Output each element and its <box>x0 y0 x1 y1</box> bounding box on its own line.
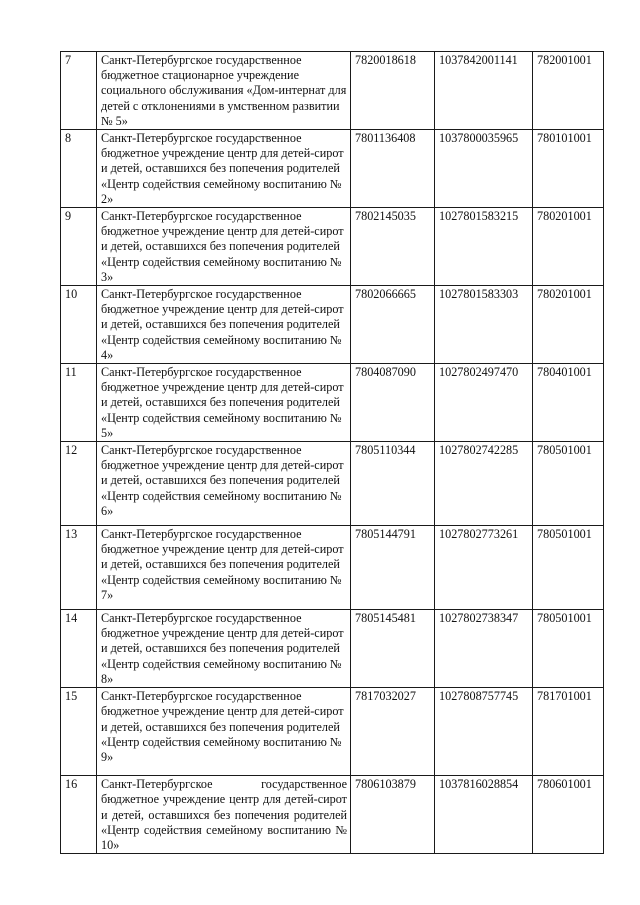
inn-value: 7804087090 <box>351 364 435 442</box>
row-number: 8 <box>61 130 97 208</box>
table-row <box>61 526 604 610</box>
inn-value: 7820018618 <box>351 52 435 130</box>
ogrn-value: 1027801583303 <box>435 286 533 364</box>
institution-name: Санкт-Петербургское государственное бюджетное учреждение центр для детей-сирот и детей, оставшихся без попечения родителей «Центр содействия семейному воспитанию № 7» <box>97 526 351 610</box>
institution-name: Санкт-Петербургское государственное бюджетное учреждение центр для детей-сирот и детей, оставшихся без попечения родителей «Центр содействия семейному воспитанию № 10» <box>97 776 351 854</box>
inn-value: 7817032027 <box>351 688 435 776</box>
table-row <box>61 52 604 130</box>
document-page <box>60 51 603 854</box>
table-row <box>61 442 604 526</box>
row-number: 15 <box>61 688 97 776</box>
kpp-value: 780101001 <box>533 130 604 208</box>
kpp-value: 780501001 <box>533 442 604 526</box>
ogrn-value: 1037816028854 <box>435 776 533 854</box>
ogrn-value: 1027802742285 <box>435 442 533 526</box>
ogrn-value: 1027802738347 <box>435 610 533 688</box>
inn-value: 7806103879 <box>351 776 435 854</box>
kpp-value: 780401001 <box>533 364 604 442</box>
ogrn-value: 1027802773261 <box>435 526 533 610</box>
row-number: 16 <box>61 776 97 854</box>
table-row <box>61 776 604 854</box>
inn-value: 7805144791 <box>351 526 435 610</box>
table-row <box>61 610 604 688</box>
inn-value: 7802145035 <box>351 208 435 286</box>
institution-name: Санкт-Петербургское государственное бюджетное учреждение центр для детей-сирот и детей, оставшихся без попечения родителей «Центр содействия семейному воспитанию № 8» <box>97 610 351 688</box>
row-number: 12 <box>61 442 97 526</box>
row-number: 13 <box>61 526 97 610</box>
kpp-value: 781701001 <box>533 688 604 776</box>
row-number: 11 <box>61 364 97 442</box>
row-number: 10 <box>61 286 97 364</box>
kpp-value: 780601001 <box>533 776 604 854</box>
ogrn-value: 1027808757745 <box>435 688 533 776</box>
kpp-value: 782001001 <box>533 52 604 130</box>
table-row <box>61 208 604 286</box>
institution-name: Санкт-Петербургское государственное бюджетное учреждение центр для детей-сирот и детей, оставшихся без попечения родителей «Центр содействия семейному воспитанию № 6» <box>97 442 351 526</box>
ogrn-value: 1037842001141 <box>435 52 533 130</box>
institution-name: Санкт-Петербургское государственное бюджетное учреждение центр для детей-сирот и детей, оставшихся без попечения родителей «Центр содействия семейному воспитанию № 3» <box>97 208 351 286</box>
table-row <box>61 130 604 208</box>
institution-name: Санкт-Петербургское государственное бюджетное учреждение центр для детей-сирот и детей, оставшихся без попечения родителей «Центр содействия семейному воспитанию № 5» <box>97 364 351 442</box>
table-row <box>61 364 604 442</box>
inn-value: 7805110344 <box>351 442 435 526</box>
institution-name: Санкт-Петербургское государственное бюджетное учреждение центр для детей-сирот и детей, оставшихся без попечения родителей «Центр содействия семейному воспитанию № 4» <box>97 286 351 364</box>
institution-name: Санкт-Петербургское государственное бюджетное учреждение центр для детей-сирот и детей, оставшихся без попечения родителей «Центр содействия семейному воспитанию № 9» <box>97 688 351 776</box>
table-row <box>61 286 604 364</box>
ogrn-value: 1027802497470 <box>435 364 533 442</box>
row-number: 14 <box>61 610 97 688</box>
ogrn-value: 1037800035965 <box>435 130 533 208</box>
institution-name: Санкт-Петербургское государственное бюджетное учреждение центр для детей-сирот и детей, оставшихся без попечения родителей «Центр содействия семейному воспитанию № 2» <box>97 130 351 208</box>
kpp-value: 780501001 <box>533 610 604 688</box>
institution-name: Санкт-Петербургское государственное бюджетное стационарное учреждение социального обслуживания «Дом-интернат для детей с отклонениями в умственном развитии № 5» <box>97 52 351 130</box>
kpp-value: 780201001 <box>533 208 604 286</box>
institutions-table <box>60 51 604 854</box>
row-number: 9 <box>61 208 97 286</box>
row-number: 7 <box>61 52 97 130</box>
kpp-value: 780201001 <box>533 286 604 364</box>
table-row <box>61 688 604 776</box>
inn-value: 7802066665 <box>351 286 435 364</box>
kpp-value: 780501001 <box>533 526 604 610</box>
ogrn-value: 1027801583215 <box>435 208 533 286</box>
inn-value: 7805145481 <box>351 610 435 688</box>
inn-value: 7801136408 <box>351 130 435 208</box>
